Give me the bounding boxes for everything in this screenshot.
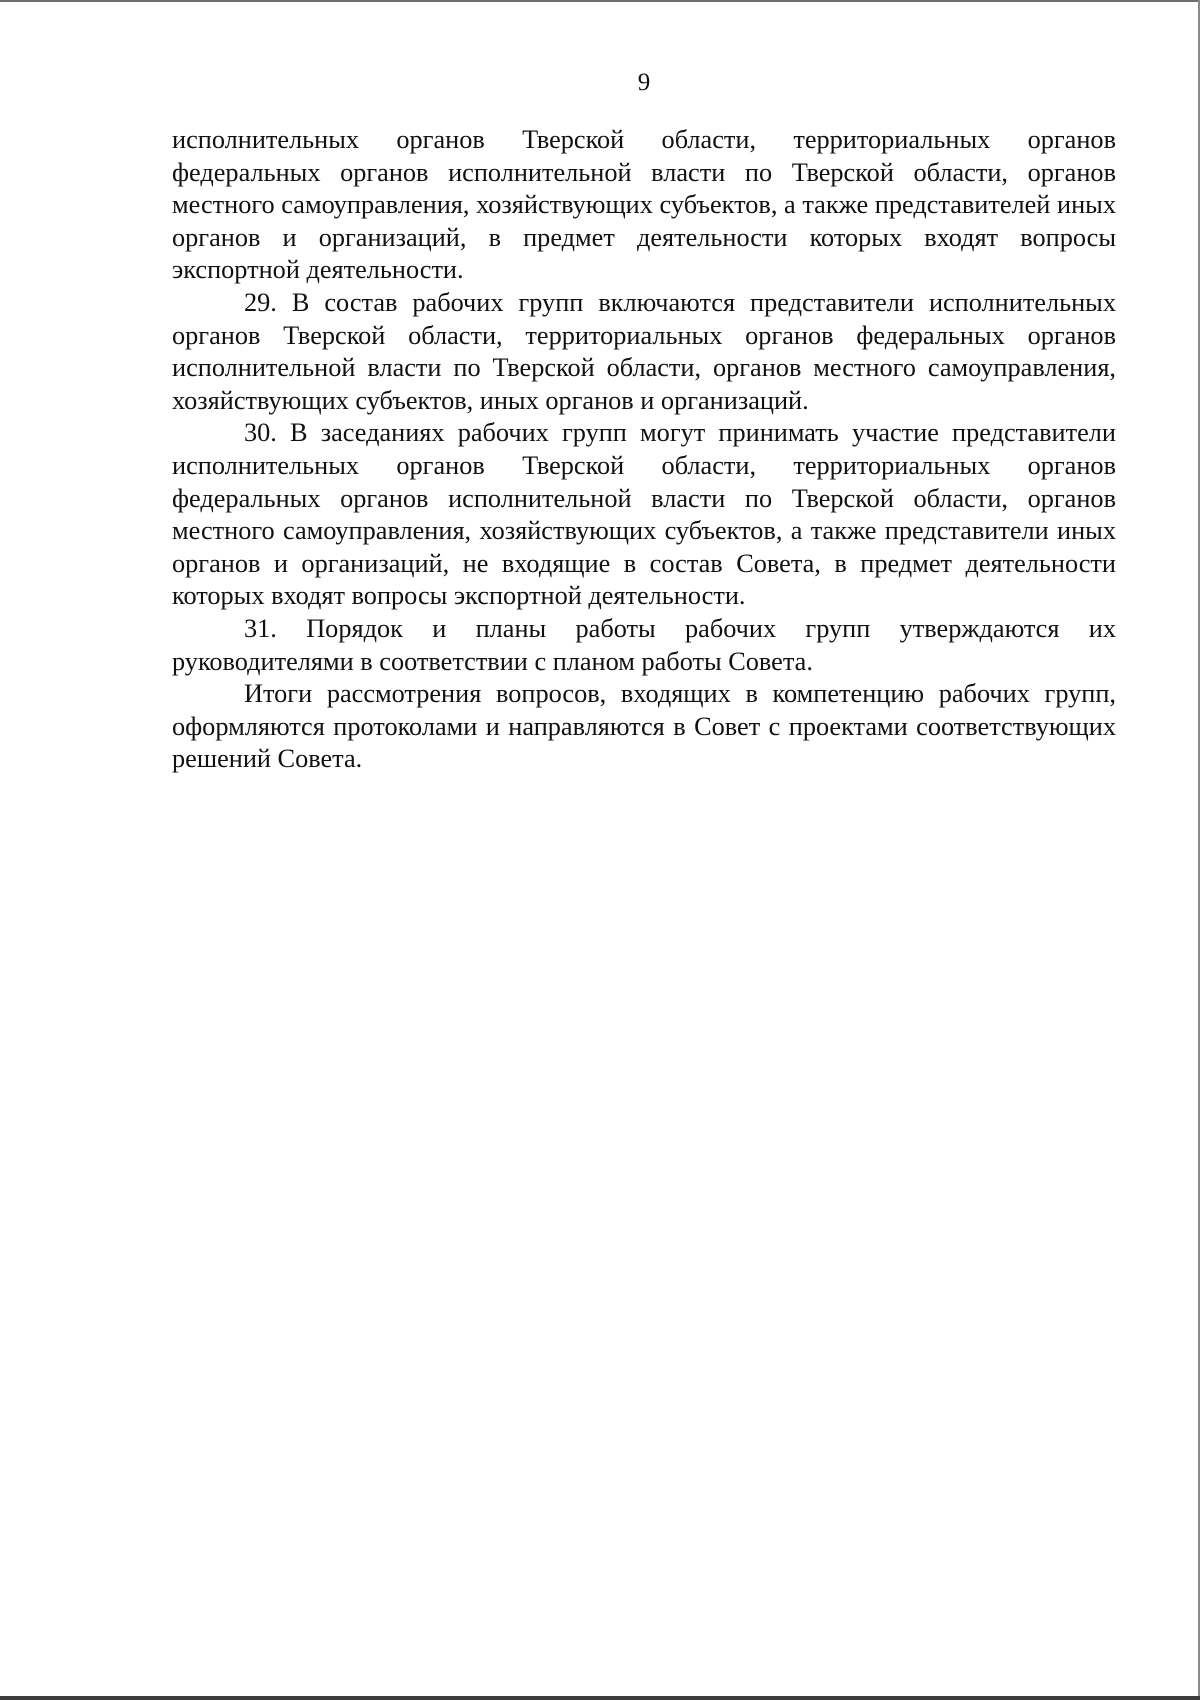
paragraph-30: 30. В заседаниях рабочих групп могут принимать участие представители исполнительных органов Тверской области, территориальных органов федеральных органов исполнительной власти по Тверской области, органов местного самоуправления, хозяйствующих субъектов, а также представители иных органов и организаций, не входящие в состав Совета, в предмет деятельности которых входят вопросы экспортной деятельности. [172,418,1116,611]
paragraph-continuation: исполнительных органов Тверской области, территориальных органов федеральных органов исполнительной власти по Тверской области, органов местного самоуправления, хозяйствующих субъектов, а также представителей иных органов и организаций, в предмет деятельности которых входят вопросы экспортной деятельности. [172,125,1116,285]
document-body [172,124,1116,776]
paragraph-29: 29. В состав рабочих групп включаются представители исполнительных органов Тверской области, территориальных органов федеральных органов исполнительной власти по Тверской области, органов местного самоуправления, хозяйствующих субъектов, иных органов и организаций. [172,287,1116,415]
paragraph-31: 31. Порядок и планы работы рабочих групп утверждаются их руководителями в соответствии с планом работы Совета. [172,613,1116,676]
scan-edge-top [0,0,1200,2]
scan-edge-bottom [0,1696,1200,1700]
page-number: 9 [637,69,651,96]
paragraph-31-results: Итоги рассмотрения вопросов, входящих в компетенцию рабочих групп, оформляются протоколами и направляются в Совет с проектами соответствующих решений Совета. [172,679,1116,774]
